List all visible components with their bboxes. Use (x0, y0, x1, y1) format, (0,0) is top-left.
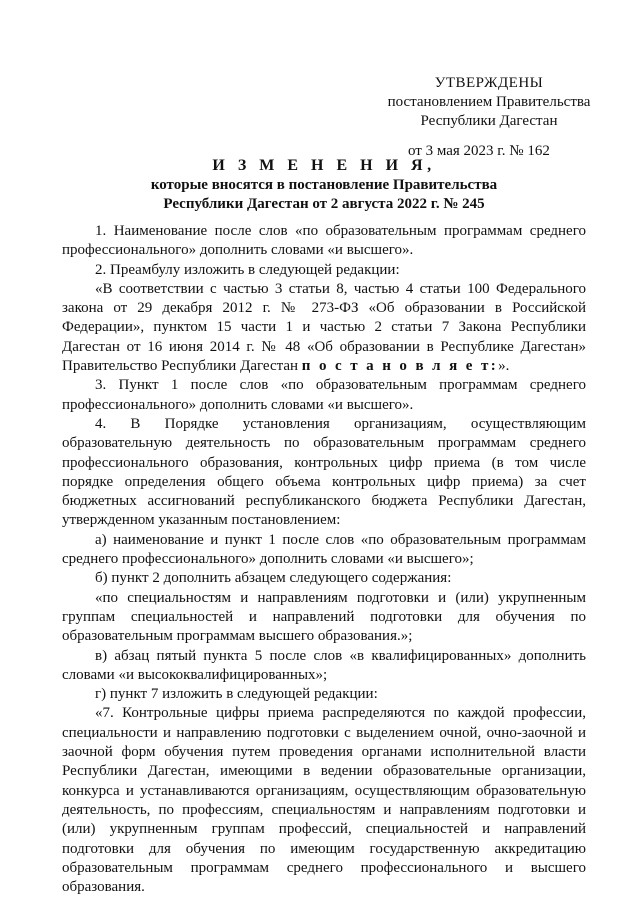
paragraph-4g: г) пункт 7 изложить в следующей редакции: (95, 686, 378, 703)
heading-line-2: Республики Дагестан от 2 августа 2022 г. № 245 (163, 196, 485, 212)
paragraph-4: 4. В Порядке установления организациям, осуществляющим образовательную деятельность по образовательным программам среднего профессионального образования, контрольных цифр приема (в том числе порядке определения общего объема контрольных цифр приема) за счет бюджетных ассигнований республиканского бюджета Республики Дагестан, утвержденном указанным постановлением: (62, 415, 586, 529)
paragraph-preamble (62, 280, 586, 376)
approval-line-1: постановлением Правительства (387, 94, 591, 110)
heading-line-1: которые вносятся в постановление Правительства (150, 177, 498, 193)
paragraph-4b-quote: «по специальностям и направлениям подготовки и (или) укрупненным группам специальностей и направлений подготовки для обучения по образовательным программам высшего образования.»; (62, 589, 586, 645)
paragraph-2: 2. Преамбулу изложить в следующей редакции: (95, 261, 400, 278)
preamble-end: ». (498, 358, 510, 375)
paragraph-4g-quote: «7. Контрольные цифры приема распределяются по каждой профессии, специальности и направлению подготовки с выделением очной, очно-заочной и заочной форм обучения путем проведения органами исполнительной власти Республики Дагестан, имеющими в ведении образовательные организации, конкурса и устанавливаются организациям, осуществляющим образовательную деятельность, по профессиям, специальностям и направлениям подготовки и (или) укрупненным группам профессий, специальностей и направлений подготовки для обучения по имеющим государственную аккредитацию образовательным программам среднего профессионального и высшего образования. (62, 705, 586, 896)
paragraph-4a: а) наименование и пункт 1 после слов «по образовательным программам среднего профессионального» дополнить словами «и высшего»; (62, 531, 586, 568)
document-body (62, 222, 586, 897)
paragraph-3: 3. Пункт 1 после слов «по образовательным программам среднего профессионального» дополнить словами «и высшего». (62, 377, 586, 413)
paragraph-4b: б) пункт 2 дополнить абзацем следующего содержания: (95, 570, 452, 587)
decree-word: п о с т а н о в л я е т: (301, 358, 499, 375)
paragraph-4v: в) абзац пятый пункта 5 после слов «в квалифицированных» дополнить словами «и высококвалифицированных»; (62, 647, 586, 683)
approved-label: УТВЕРЖДЕНЫ (434, 75, 544, 91)
document-heading (60, 156, 588, 214)
approval-line-2: Республики Дагестан (420, 113, 558, 129)
preamble-text: «В соответствии с частью 3 статьи 8, частью 4 статьи 100 Федерального закона от 29 декабря 2012 г. № 273-ФЗ «Об образовании в Российской Федерации», пунктом 15 части 1 и частью 2 статьи 7 Закона Республики Дагестан от 16 июня 2014 г. № 48 «Об образовании в Республике Дагестан» Правительство Республики Дагестан (62, 280, 586, 375)
heading-title: И З М Е Н Е Н И Я, (212, 157, 436, 174)
paragraph-1: 1. Наименование после слов «по образовательным программам среднего профессионального» дополнить словами «и высшего». (62, 223, 586, 259)
approval-stamp (384, 74, 594, 161)
approval-date: от 3 мая 2023 г. № 162 (408, 143, 550, 159)
